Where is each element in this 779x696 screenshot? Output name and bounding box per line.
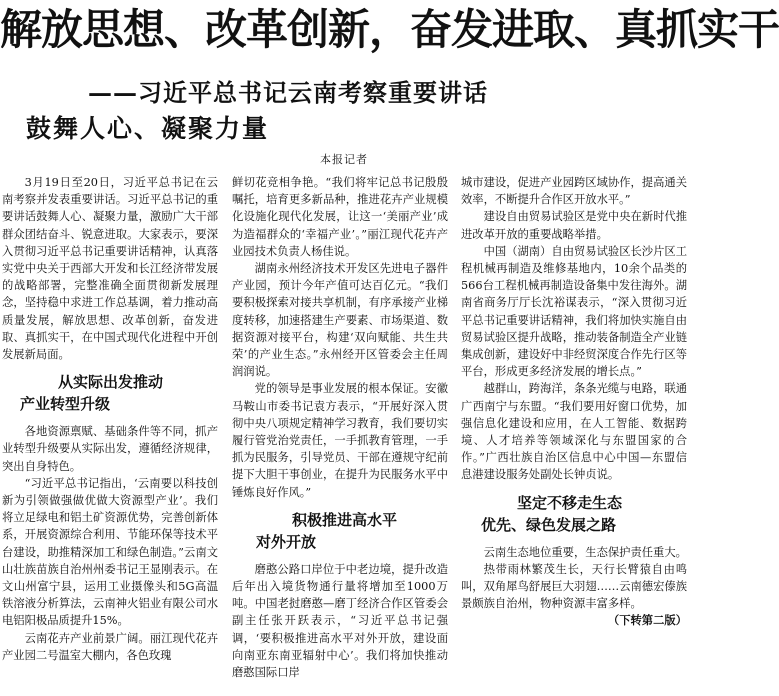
section-heading-line: 对外开放 <box>256 532 317 551</box>
section-heading <box>2 363 218 423</box>
section-heading <box>232 501 448 561</box>
paragraph: 城市建设，促进产业园跨区域协作，提高通关效率，不断提升合作区开放水平。” <box>461 176 687 207</box>
paragraph: 越群山，跨海洋，条条光缆与电路，联通广西南宁与东盟。“我们要用好窗口优势，加强信息化建设和应用，在人工智能、数据跨境、人才培养等领域深化与东盟国家的合作。”广西壮族自治区信息中心中国—东盟信息港建设服务处副处长钟贞说。 <box>461 382 687 482</box>
kicker-title: 鼓舞人心、凝聚力量 <box>26 114 270 143</box>
continued-notice[interactable]: （下转第二版） <box>607 613 687 628</box>
subheadline: ——习近平总书记云南考察重要讲话 <box>88 78 488 107</box>
paragraph: 3月19日至20日，习近平总书记在云南考察并发表重要讲话。习近平总书记的重要讲话鼓舞人心、凝聚力量，激励广大干部群众团结奋斗、锐意进取。大家表示，要深入贯彻习近平总书记重要讲话精神，认真落实党中央关于西部大开发和长江经济带发展的战略部署，完整准确全面贯彻新发展理念，坚持稳中求进工作总基调，着力推动高质量发展，解放思想、改革创新，奋发进取、真抓实干，在中国式现代化进程中开创发展新局面。 <box>2 176 218 362</box>
paragraph: 各地资源禀赋、基础条件等不同，抓产业转型升级要从实际出发，遵循经济规律，突出自身特色。 <box>2 425 218 473</box>
paragraph: 中国（湖南）自由贸易试验区长沙片区工程机械再制造及维修基地内，10余个品类的566台工程机械再制造设备集中发往海外。湖南省商务厅厅长沈裕谋表示，“深入贯彻习近平总书记重要讲话精神，我们将加快实施自由贸易试验区提升战略，推动装备制造全产业链集成创新，建设好中非经贸深度合作先行区等平台，形成更多经济发展的增长点。” <box>461 244 687 379</box>
column-2 <box>232 174 448 681</box>
column-3 <box>461 174 687 630</box>
paragraph: 磨憨公路口岸位于中老边境，提升改造后年出入境货物通行量将增加至1000万吨。中国老挝磨憨—磨丁经济合作区管委会副主任张开跃表示，“习近平总书记强调，‘要积极推进高水平对外开放，建设面向南亚东南亚辐射中心’。我们将加快推动磨憨国际口岸 <box>232 562 448 680</box>
paragraph: 湖南永州经济技术开发区先进电子器件产业园，预计今年产值可达百亿元。“我们要积极探索对接共享机制，有序承接产业梯度转移，加速搭建生产要素、市场渠道、数据资源对接平台，构建‘双向赋能、共生共荣’的产业生态。”永州经开区管委会主任周润润说。 <box>232 262 448 379</box>
paragraph: 建设自由贸易试验区是党中央在新时代推进改革开放的重要战略举措。 <box>461 210 687 241</box>
headline: 解放思想、改革创新，奋发进取、真抓实干 <box>0 5 779 54</box>
section-heading <box>461 484 687 544</box>
paragraph: 鲜切花竞相争艳。“我们将牢记总书记殷殷嘱托，培育更多新品种，推进花卉产业规模化设施化现代化发展，让这一‘美丽产业’成为造福群众的‘幸福产业’。”丽江现代花卉产业园技术负责人杨佳说。 <box>232 176 448 258</box>
section-heading-line: 产业转型升级 <box>20 395 111 414</box>
byline: 本报记者 <box>320 153 368 166</box>
section-heading-line: 积极推进高水平 <box>292 510 398 529</box>
paragraph: 云南生态地位重要，生态保护责任重大。 <box>483 545 687 559</box>
section-heading-line: 坚定不移走生态 <box>517 493 623 512</box>
paragraph: “习近平总书记指出，‘云南要以科技创新为引领做强做优做大资源型产业’。我们将立足绿电和铝土矿资源优势，完善创新体系，开展资源综合利用、节能环保等技术平台建设，助推精深加工和绿色制造。”云南文山壮族苗族自治州州委书记王显刚表示。在文山州富宁县，运用工业摄像头和5G高温铁溶液分析算法，云南神火铝业有限公司水电铝阳极品质提升15%。 <box>2 476 218 628</box>
section-heading-line: 优先、绿色发展之路 <box>481 515 617 534</box>
section-heading-line: 从实际出发推动 <box>58 373 164 392</box>
paragraph: 云南花卉产业前景广阔。丽江现代花卉产业园二号温室大棚内，各色玫瑰 <box>2 631 218 662</box>
paragraph: 党的领导是事业发展的根本保证。安徽马鞍山市委书记袁方表示，“开展好深入贯彻中央八项规定精神学习教育，我们要切实履行管党治党责任，一手抓教育管理，一手抓为民服务，引导党员、干部在遵规守纪前提下大胆干事创业，在提升为民服务水平中锤炼良好作风。” <box>232 382 448 499</box>
column-1 <box>2 174 218 664</box>
paragraph: 热带雨林繁茂生长，天行长臂猿自由鸣叫，双角犀鸟舒展巨大羽翅……云南德宏傣族景颇族自治州，物种资源丰富多样。 <box>461 562 687 611</box>
